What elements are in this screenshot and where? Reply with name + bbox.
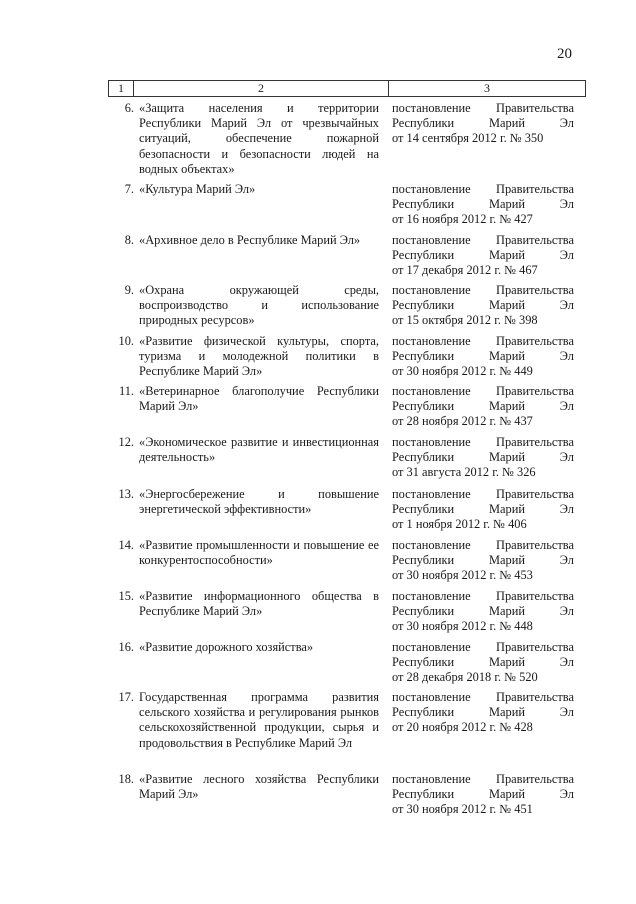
program-name: «Развитие дорожного хозяйства» xyxy=(139,640,314,654)
act-issuer: Правительства xyxy=(496,772,574,786)
act-issuer-mariy: Марий xyxy=(488,787,525,802)
act-type: постановление xyxy=(392,772,471,786)
act-issuer-republic: Республики xyxy=(392,197,455,212)
act-date-number: от 30 ноября 2012 г. № 453 xyxy=(392,568,533,583)
act-issuer: Правительства xyxy=(496,690,574,704)
act-issuer-republic: Республики xyxy=(392,553,455,568)
program-name: «Энергосбережение и повышение энергетической эффективности» xyxy=(139,487,379,517)
act-issuer-el: Эл xyxy=(559,298,574,313)
act-issuer-republic: Республики xyxy=(392,116,455,131)
row-number: 15. xyxy=(118,589,134,603)
act-date-number: от 15 октября 2012 г. № 398 xyxy=(392,313,538,328)
page-number: 20 xyxy=(557,46,572,62)
act-issuer: Правительства xyxy=(496,182,574,196)
act-type: постановление xyxy=(392,690,471,704)
act-type: постановление xyxy=(392,334,471,348)
legal-act xyxy=(392,283,574,329)
act-date-number: от 16 ноября 2012 г. № 427 xyxy=(392,212,533,227)
act-type: постановление xyxy=(392,589,471,603)
act-issuer-mariy: Марий xyxy=(488,450,525,465)
act-type: постановление xyxy=(392,435,471,449)
act-issuer-el: Эл xyxy=(559,248,574,263)
act-issuer-mariy: Марий xyxy=(488,553,525,568)
table-header xyxy=(108,80,586,97)
act-issuer: Правительства xyxy=(496,233,574,247)
act-date-number: от 30 ноября 2012 г. № 449 xyxy=(392,364,533,379)
legal-act xyxy=(392,690,574,736)
act-date-number: от 17 декабря 2012 г. № 467 xyxy=(392,263,538,278)
row-number: 17. xyxy=(118,690,134,704)
act-issuer: Правительства xyxy=(496,101,574,115)
act-date-number: от 30 ноября 2012 г. № 451 xyxy=(392,802,533,817)
act-type: постановление xyxy=(392,233,471,247)
act-issuer-republic: Республики xyxy=(392,399,455,414)
act-issuer-el: Эл xyxy=(559,604,574,619)
legal-act xyxy=(392,334,574,380)
act-type: постановление xyxy=(392,101,471,115)
act-issuer-republic: Республики xyxy=(392,604,455,619)
act-issuer-mariy: Марий xyxy=(488,655,525,670)
program-name: «Защита населения и территории Республики Марий Эл от чрезвычайных ситуаций, обеспечение пожарной безопасности и безопасности людей на водных объектах» xyxy=(139,101,379,176)
act-issuer-republic: Республики xyxy=(392,655,455,670)
act-issuer: Правительства xyxy=(496,384,574,398)
act-issuer-mariy: Марий xyxy=(488,116,525,131)
program-name: «Развитие физической культуры, спорта, туризма и молодежной политики в Республике Марий Эл» xyxy=(139,334,379,379)
act-issuer: Правительства xyxy=(496,435,574,449)
act-issuer-mariy: Марий xyxy=(488,248,525,263)
act-type: постановление xyxy=(392,283,471,297)
act-issuer-el: Эл xyxy=(559,553,574,568)
act-issuer: Правительства xyxy=(496,487,574,501)
program-name: «Развитие промышленности и повышение ее конкурентоспособности» xyxy=(139,538,379,568)
row-number: 18. xyxy=(118,772,134,786)
row-number: 6. xyxy=(124,101,134,115)
program-name: «Охрана окружающей среды, воспроизводство и использование природных ресурсов» xyxy=(139,283,379,328)
row-number: 9. xyxy=(124,283,134,297)
row-number: 14. xyxy=(118,538,134,552)
legal-act xyxy=(392,538,574,584)
row-number: 12. xyxy=(118,435,134,449)
act-date-number: от 28 декабря 2018 г. № 520 xyxy=(392,670,538,685)
program-name: «Ветеринарное благополучие Республики Марий Эл» xyxy=(139,384,379,414)
row-number: 7. xyxy=(124,182,134,196)
act-issuer-el: Эл xyxy=(559,450,574,465)
act-issuer-el: Эл xyxy=(559,116,574,131)
act-issuer-republic: Республики xyxy=(392,502,455,517)
act-issuer-republic: Республики xyxy=(392,248,455,263)
legal-act xyxy=(392,233,574,279)
act-issuer-el: Эл xyxy=(559,705,574,720)
act-issuer-mariy: Марий xyxy=(488,502,525,517)
row-number: 11. xyxy=(118,384,134,398)
row-number: 10. xyxy=(118,334,134,348)
act-date-number: от 1 ноября 2012 г. № 406 xyxy=(392,517,527,532)
act-issuer: Правительства xyxy=(496,538,574,552)
act-issuer-mariy: Марий xyxy=(488,349,525,364)
act-issuer-republic: Республики xyxy=(392,450,455,465)
act-issuer: Правительства xyxy=(496,640,574,654)
legal-act xyxy=(392,487,574,533)
header-col-2: 2 xyxy=(134,81,389,96)
act-issuer-mariy: Марий xyxy=(488,197,525,212)
legal-act xyxy=(392,101,574,147)
legal-act xyxy=(392,182,574,228)
row-number: 13. xyxy=(118,487,134,501)
header-col-3: 3 xyxy=(484,81,490,95)
legal-act xyxy=(392,435,574,481)
act-type: постановление xyxy=(392,182,471,196)
act-issuer: Правительства xyxy=(496,589,574,603)
legal-act xyxy=(392,772,574,818)
header-col-1: 1 xyxy=(109,81,134,96)
program-name: «Развитие информационного общества в Республике Марий Эл» xyxy=(139,589,379,619)
act-issuer-el: Эл xyxy=(559,502,574,517)
program-name: Государственная программа развития сельского хозяйства и регулирования рынков сельскохозяйственной продукции, сырья и продовольствия в Республике Марий Эл xyxy=(139,690,379,750)
act-issuer: Правительства xyxy=(496,334,574,348)
legal-act xyxy=(392,384,574,430)
act-issuer: Правительства xyxy=(496,283,574,297)
act-date-number: от 20 ноября 2012 г. № 428 xyxy=(392,720,533,735)
act-issuer-mariy: Марий xyxy=(488,604,525,619)
act-issuer-republic: Республики xyxy=(392,705,455,720)
act-issuer-mariy: Марий xyxy=(488,298,525,313)
act-date-number: от 14 сентября 2012 г. № 350 xyxy=(392,131,544,146)
act-date-number: от 31 августа 2012 г. № 326 xyxy=(392,465,536,480)
act-issuer-republic: Республики xyxy=(392,349,455,364)
act-issuer-mariy: Марий xyxy=(488,705,525,720)
legal-act xyxy=(392,589,574,635)
act-type: постановление xyxy=(392,384,471,398)
program-name: «Развитие лесного хозяйства Республики Марий Эл» xyxy=(139,772,379,802)
act-type: постановление xyxy=(392,538,471,552)
act-issuer-mariy: Марий xyxy=(488,399,525,414)
act-issuer-republic: Республики xyxy=(392,787,455,802)
act-issuer-el: Эл xyxy=(559,349,574,364)
act-issuer-republic: Республики xyxy=(392,298,455,313)
program-name: «Культура Марий Эл» xyxy=(139,182,256,196)
act-date-number: от 30 ноября 2012 г. № 448 xyxy=(392,619,533,634)
row-number: 16. xyxy=(118,640,134,654)
act-type: постановление xyxy=(392,487,471,501)
program-name: «Экономическое развитие и инвестиционная деятельность» xyxy=(139,435,379,465)
act-issuer-el: Эл xyxy=(559,787,574,802)
row-number: 8. xyxy=(124,233,134,247)
act-type: постановление xyxy=(392,640,471,654)
act-issuer-el: Эл xyxy=(559,655,574,670)
legal-act xyxy=(392,640,574,686)
act-date-number: от 28 ноября 2012 г. № 437 xyxy=(392,414,533,429)
act-issuer-el: Эл xyxy=(559,197,574,212)
program-name: «Архивное дело в Республике Марий Эл» xyxy=(139,233,361,247)
act-issuer-el: Эл xyxy=(559,399,574,414)
